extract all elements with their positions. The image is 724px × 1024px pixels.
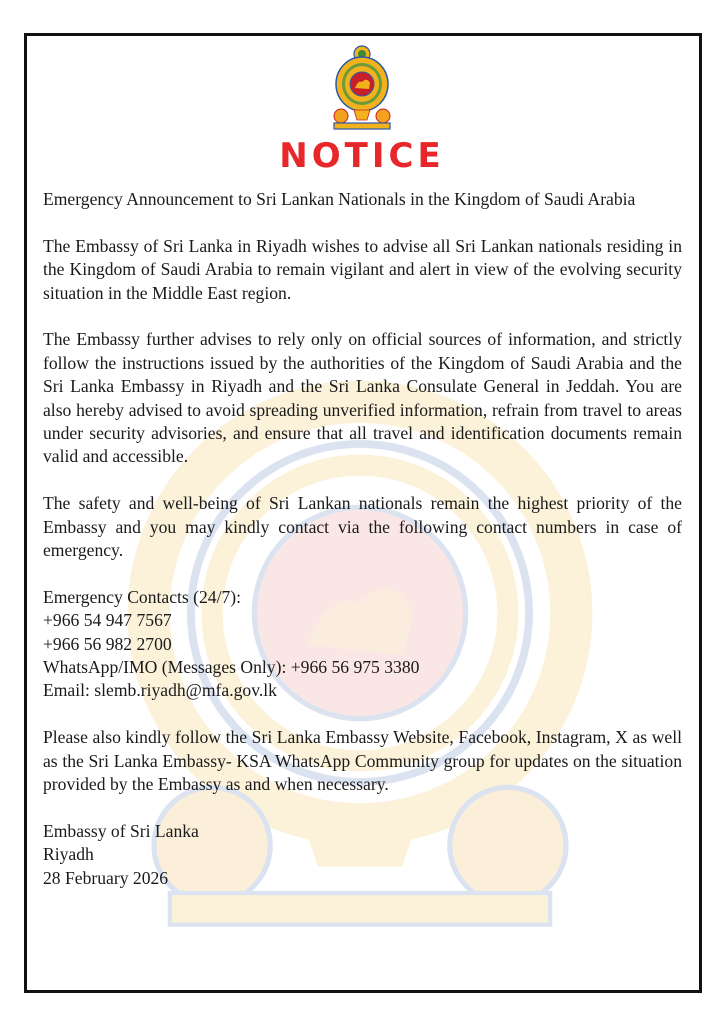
signature-block <box>43 820 682 890</box>
announcement-heading: Emergency Announcement to Sri Lankan Nationals in the Kingdom of Saudi Arabia <box>43 189 636 209</box>
notice-title: NOTICE <box>279 136 445 176</box>
whatsapp-number: WhatsApp/IMO (Messages Only): +966 56 975 3380 <box>43 657 420 678</box>
signature-date: 28 February 2026 <box>43 867 169 888</box>
phone-number-2: +966 56 982 2700 <box>43 633 172 654</box>
signature-org: Embassy of Sri Lanka <box>43 820 199 841</box>
sri-lanka-emblem-icon <box>330 44 394 130</box>
paragraph-safety-priority: The safety and well-being of Sri Lankan nationals remain the highest priority of the Embassy and you may kindly contact via the following contact numbers in case of emergency. <box>43 493 682 561</box>
paragraph-follow-updates: Please also kindly follow the Sri Lanka Embassy Website, Facebook, Instagram, X as well as the Sri Lanka Embassy- KSA WhatsApp Community group for updates on the situation provided by the Embassy as and when necessary. <box>43 727 682 795</box>
paragraph-advisory: The Embassy of Sri Lanka in Riyadh wishes to advise all Sri Lankan nationals residing in the Kingdom of Saudi Arabia to remain vigilant and alert in view of the evolving security situation in the Middle East region. <box>43 235 682 303</box>
paragraph-official-sources: The Embassy further advises to rely only on official sources of information, and strictly follow the instructions issued by the authorities of the Kingdom of Saudi Arabia and the Sri Lanka Embassy in Riyadh and the Sri Lanka Consulate General in Jeddah. You are also hereby advised to avoid spreading unverified information, refrain from travel to areas under security advisories, and ensure that all travel and identification documents remain valid and accessible. <box>43 329 682 467</box>
email-address: Email: slemb.riyadh@mfa.gov.lk <box>43 680 277 701</box>
signature-city: Riyadh <box>43 844 94 865</box>
notice-body <box>43 188 682 913</box>
contacts-label: Emergency Contacts (24/7): <box>43 586 242 607</box>
emergency-contacts <box>43 586 682 703</box>
phone-number-1: +966 54 947 7567 <box>43 610 172 631</box>
